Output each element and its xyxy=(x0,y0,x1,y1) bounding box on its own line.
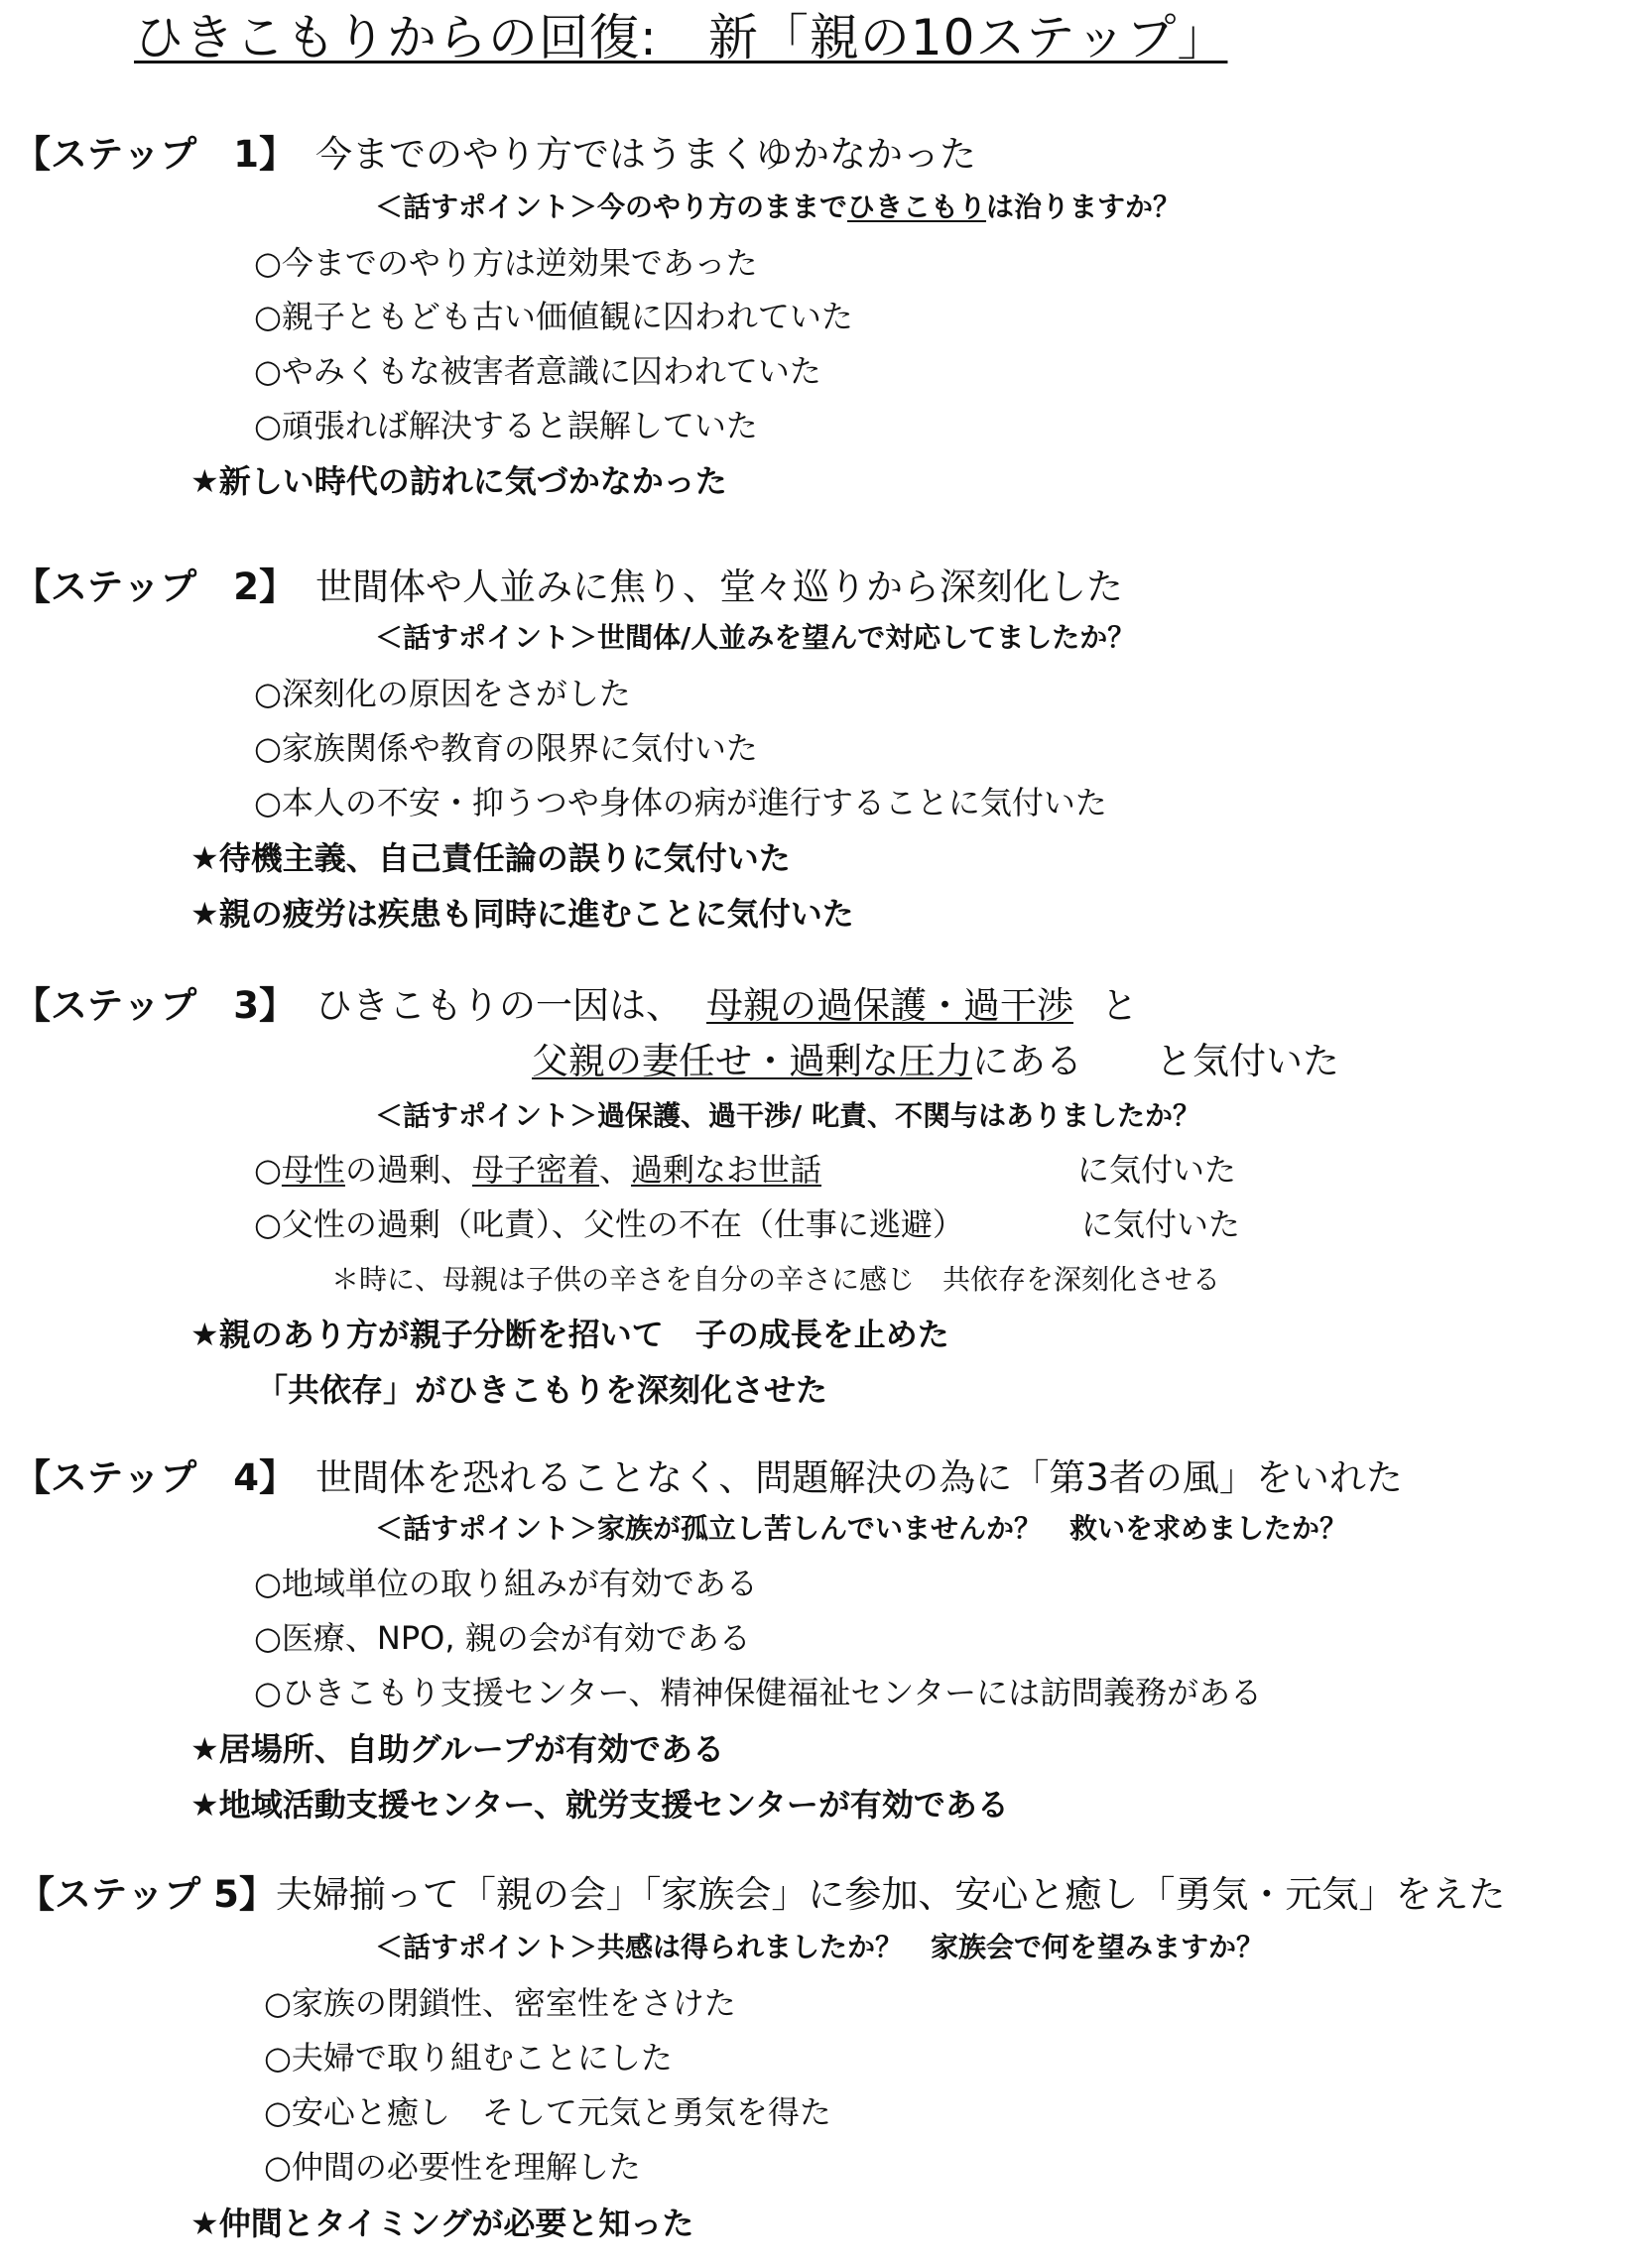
step-4-star-item: ★地域活動支援センター、就労支援センターが有効である xyxy=(190,1786,1009,1824)
step-4-item: ○地域単位の取り組みが有効である xyxy=(254,1565,758,1602)
step-1-heading xyxy=(14,131,976,179)
step-4-star-item: ★居場所、自助グループが有効である xyxy=(190,1730,725,1768)
step-3-star-item: 「共依存」がひきこもりを深刻化させた xyxy=(256,1371,828,1409)
step-1-title: 今までのやり方ではうまくゆかなかった xyxy=(315,133,977,176)
step-5-item: ○安心と癒し そして元気と勇気を得た xyxy=(264,2093,831,2131)
father-pressure-phrase: 父親の妻任せ・過剰な圧力 xyxy=(532,1040,972,1082)
step-1-item: ○親子ともども古い価値観に囚われていた xyxy=(254,298,853,335)
step-5-heading xyxy=(18,1871,1505,1919)
step-3-heading-continued: 父親の妻任せ・過剰な圧力にある と気付いた xyxy=(532,1040,1339,1082)
step-5-title: 夫婦揃って「親の会」「家族会」に参加、安心と癒し「勇気・元気」をえた xyxy=(275,1873,1506,1916)
step-2-label: 【ステップ 2】 xyxy=(14,566,297,608)
step-1-star-item: ★新しい時代の訪れに気づかなかった xyxy=(190,462,727,500)
step-1-talking-point: ＜話すポイント＞今のやり方のままでひきこもりは治りますか？ xyxy=(375,190,1182,223)
mother-overprotection-phrase: 母親の過保護・過干渉 xyxy=(706,984,1074,1027)
step-2-star-item: ★親の疲労は疾患も同時に進むことに気付いた xyxy=(190,895,854,933)
step-3-item-suffix: に気付いた xyxy=(1081,1205,1241,1243)
step-3-item: ○母性の過剰、母子密着、過剰なお世話 xyxy=(254,1151,821,1189)
step-2-item: ○家族関係や教育の限界に気付いた xyxy=(254,729,758,767)
step-2-title: 世間体や人並みに焦り、堂々巡りから深刻化した xyxy=(315,566,1124,608)
step-2-talking-point: ＜話すポイント＞世間体/人並みを望んで対応してましたか？ xyxy=(375,621,1136,654)
step-2-star-item: ★待機主義、自己責任論の誤りに気付いた xyxy=(190,839,791,877)
step-4-talking-point: ＜話すポイント＞家族が孤立し苦しんでいませんか？ 救いを求めましたか？ xyxy=(375,1512,1348,1545)
step-3-item: ○父性の過剰（叱責）、父性の不在（仕事に逃避） xyxy=(254,1205,964,1243)
step-4-label: 【ステップ 4】 xyxy=(14,1456,297,1499)
step-5-label: 【ステップ 5】 xyxy=(18,1873,276,1916)
step-5-star-item: ★仲間とタイミングが必要と知った xyxy=(190,2205,694,2242)
step-3-item-suffix: に気付いた xyxy=(1077,1151,1237,1189)
step-3-star-item: ★親のあり方が親子分断を招いて 子の成長を止めた xyxy=(190,1316,949,1353)
step-5-item: ○家族の閉鎖性、密室性をさけた xyxy=(264,1984,736,2022)
step-2-item: ○深刻化の原因をさがした xyxy=(254,675,631,712)
step-1-item: ○頑張れば解決すると誤解していた xyxy=(254,407,758,444)
step-2-heading xyxy=(14,564,1123,611)
step-5-talking-point: ＜話すポイント＞共感は得られましたか？ 家族会で何を望みますか？ xyxy=(375,1931,1265,1963)
step-4-heading xyxy=(14,1454,1403,1502)
step-3-label: 【ステップ 3】 xyxy=(14,984,297,1027)
step-1-label: 【ステップ 1】 xyxy=(14,133,297,176)
step-5-item: ○仲間の必要性を理解した xyxy=(264,2148,641,2186)
step-4-item: ○医療、NPO, 親の会が有効である xyxy=(254,1619,751,1657)
step-5-item: ○夫婦で取り組むことにした xyxy=(264,2039,673,2077)
step-1-item: ○今までのやり方は逆効果であった xyxy=(254,244,758,282)
step-3-talking-point: ＜話すポイント＞過保護、過干渉/ 叱責、不関与はありましたか？ xyxy=(375,1099,1200,1132)
step-4-title: 世間体を恐れることなく、問題解決の為に「第3者の風」をいれた xyxy=(315,1456,1403,1499)
step-3-note: ＊時に、母親は子供の辛さを自分の辛さに感じ 共依存を深刻化させる xyxy=(331,1263,1221,1296)
step-3-heading: 【ステップ 3】 ひきこもりの一因は、 母親の過保護・過干渉 と xyxy=(14,984,1139,1027)
step-4-item: ○ひきこもり支援センター、精神保健福祉センターには訪問義務がある xyxy=(254,1674,1263,1711)
step-2-item: ○本人の不安・抑うつや身体の病が進行することに気付いた xyxy=(254,784,1107,821)
document-title: ひきこもりからの回復: 新「親の10ステップ」 xyxy=(134,9,1228,66)
step-1-item: ○やみくもな被害者意識に囚われていた xyxy=(254,352,821,390)
